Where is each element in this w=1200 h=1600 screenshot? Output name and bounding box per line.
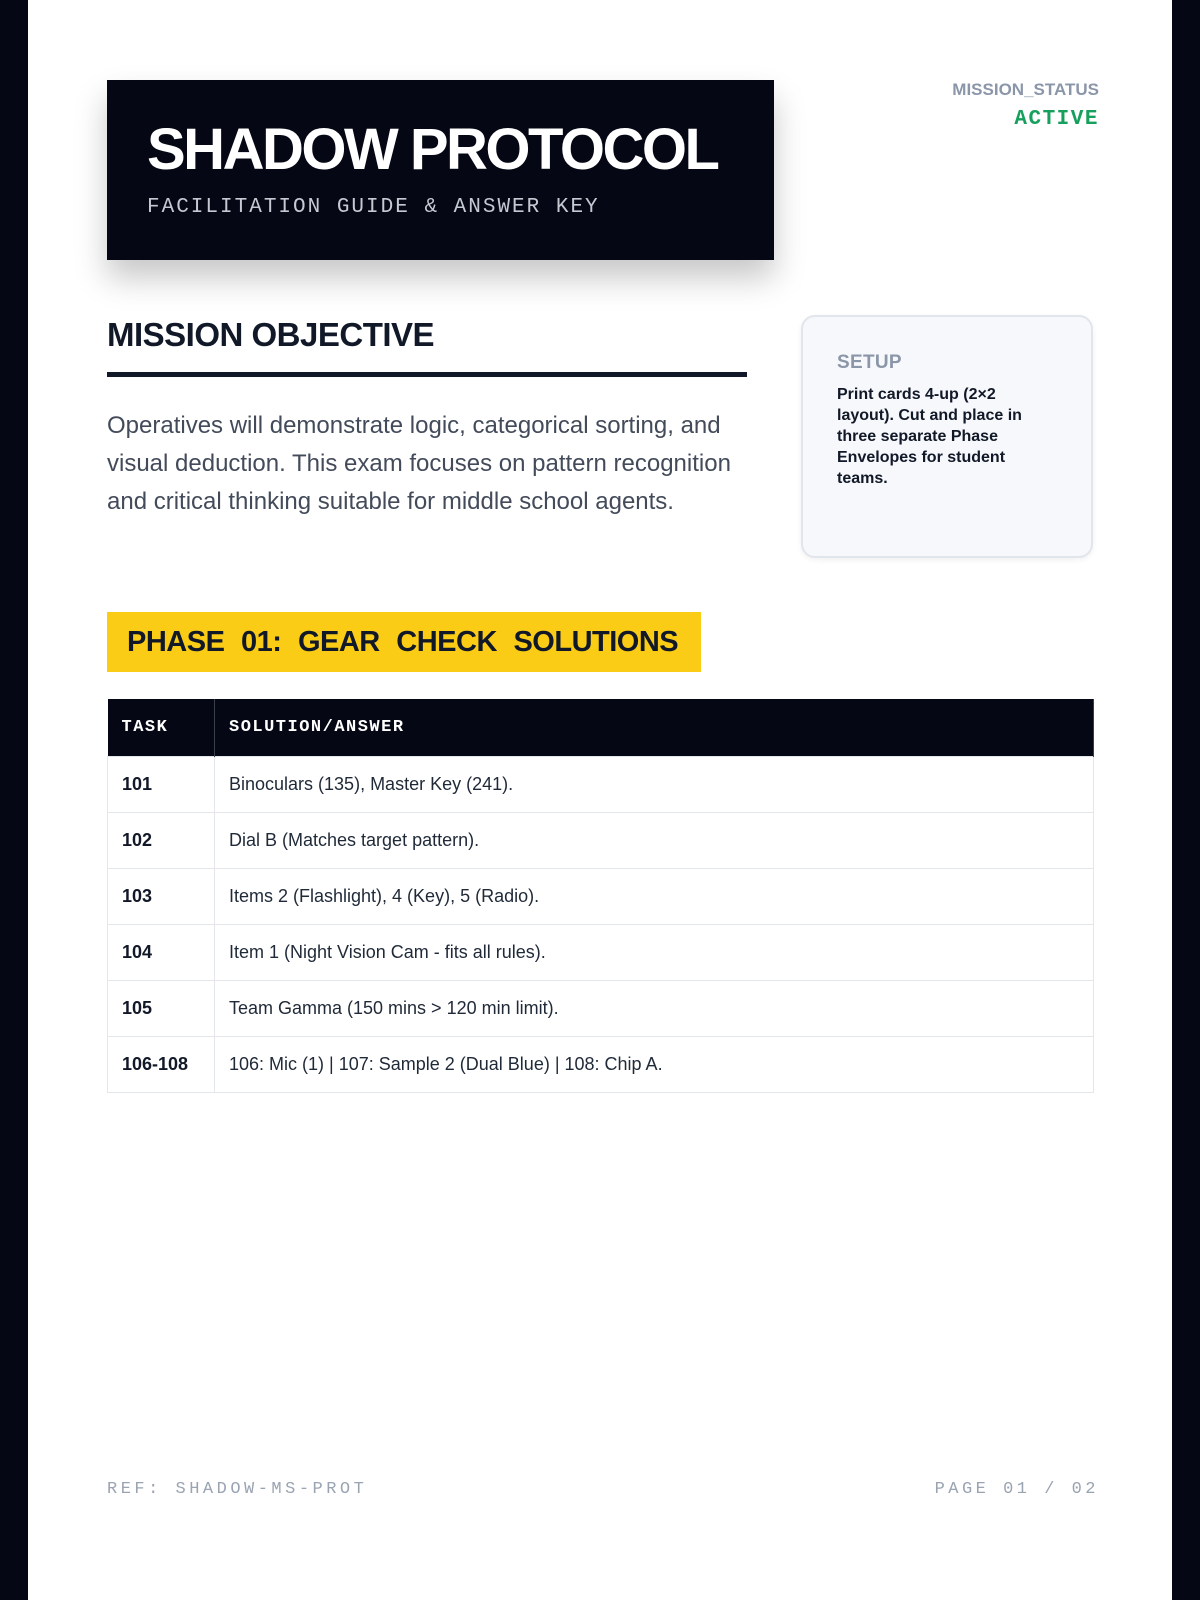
setup-title: SETUP (837, 352, 902, 373)
answer-cell: 106: Mic (1) | 107: Sample 2 (Dual Blue) | 108: Chip A. (215, 1036, 1094, 1092)
mission-status (952, 80, 1099, 131)
answer-cell: Binoculars (135), Master Key (241). (215, 756, 1094, 812)
table-header-row (108, 699, 1094, 756)
task-cell: 101 (108, 756, 215, 812)
setup-text: Print cards 4-up (2×2 layout). Cut and place in three separate Phase Envelopes for student teams. (837, 386, 1022, 487)
section-heading: MISSION OBJECTIVE (107, 316, 747, 377)
document-subtitle: FACILITATION GUIDE & ANSWER KEY (147, 196, 600, 219)
status-badge: ACTIVE (1014, 108, 1099, 131)
answer-cell: Item 1 (Night Vision Cam - fits all rules). (215, 924, 1094, 980)
task-cell: 105 (108, 980, 215, 1036)
table-row (108, 980, 1094, 1036)
status-label: MISSION_STATUS (952, 80, 1099, 99)
task-cell: 104 (108, 924, 215, 980)
phase-banner (107, 612, 701, 672)
table-row (108, 868, 1094, 924)
task-cell: 106-108 (108, 1036, 215, 1092)
answer-cell: Items 2 (Flashlight), 4 (Key), 5 (Radio). (215, 868, 1094, 924)
answer-cell: Team Gamma (150 mins > 120 min limit). (215, 980, 1094, 1036)
answer-cell: Dial B (Matches target pattern). (215, 812, 1094, 868)
task-cell: 102 (108, 812, 215, 868)
table-row (108, 812, 1094, 868)
solutions-table (107, 699, 1094, 1093)
objective-body: Operatives will demonstrate logic, categorical sorting, and visual deduction. This exam focuses on pattern recognition and critical thinking suitable for middle school agents. (107, 412, 731, 515)
footer-reference: REF: SHADOW-MS-PROT (107, 1480, 368, 1499)
table-row (108, 924, 1094, 980)
document-page (28, 0, 1172, 1600)
column-header-solution: SOLUTION/ANSWER (215, 699, 1094, 756)
table-row (108, 1036, 1094, 1092)
column-header-task: TASK (108, 699, 215, 756)
document-title: SHADOW PROTOCOL (147, 117, 718, 182)
task-cell: 103 (108, 868, 215, 924)
phase-title: PHASE 01: GEAR CHECK SOLUTIONS (127, 625, 679, 658)
setup-card (801, 315, 1093, 558)
mission-objective-section (107, 316, 747, 521)
table-row (108, 756, 1094, 812)
page-number: PAGE 01 / 02 (934, 1480, 1099, 1499)
title-block (107, 80, 774, 260)
